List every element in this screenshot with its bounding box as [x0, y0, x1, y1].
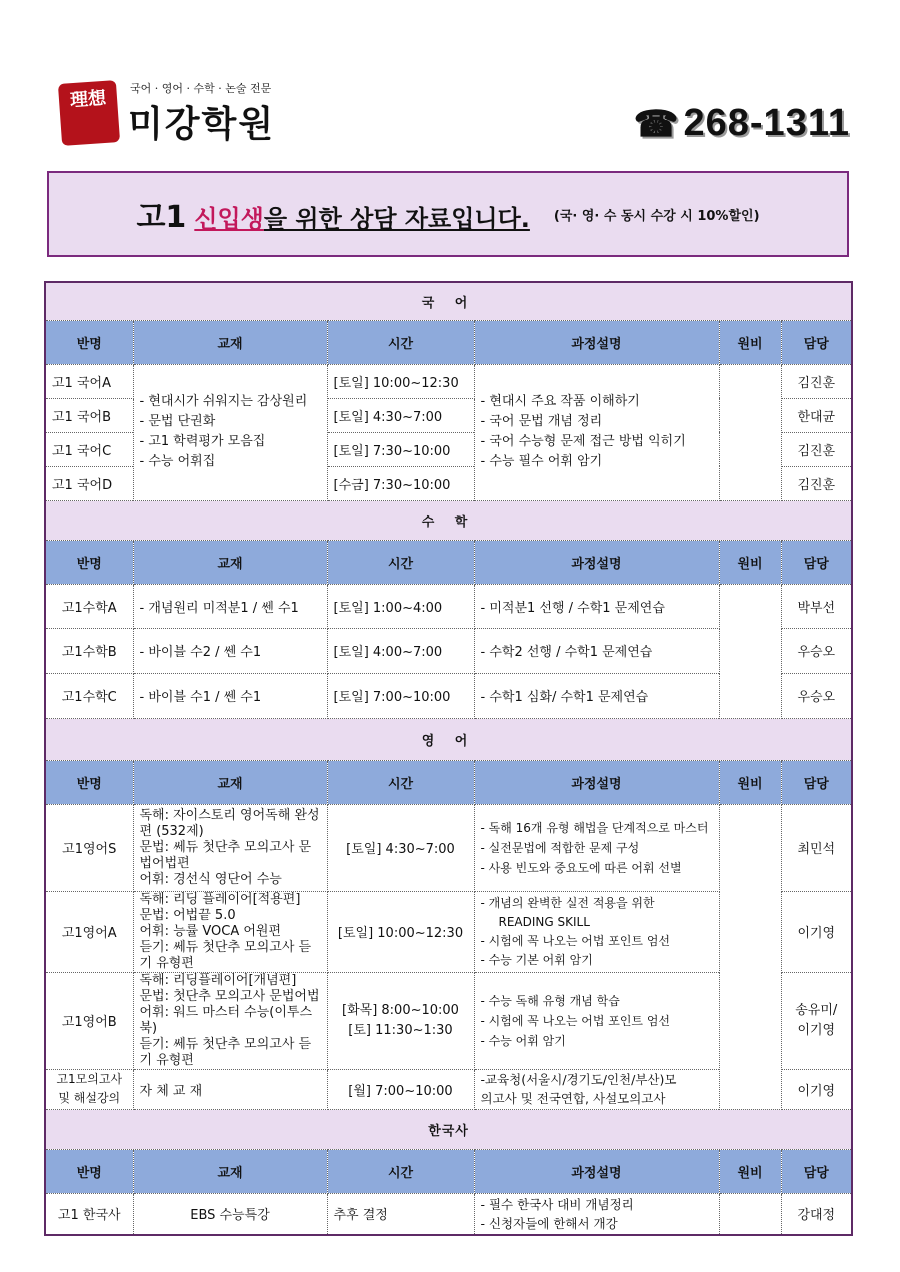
list-item: 독해: 리딩 플레이어[적용편] [139, 891, 301, 907]
table-row [45, 1193, 852, 1235]
col-desc: 과정설명 [474, 1149, 719, 1193]
course-desc [474, 804, 719, 891]
section-title: 국 어 [45, 282, 852, 320]
teacher: 우승오 [781, 673, 852, 718]
col-time: 시간 [327, 760, 474, 804]
teacher: 강대정 [781, 1193, 852, 1235]
col-time: 시간 [327, 320, 474, 364]
list-item: 어휘: 워드 마스터 수능(이투스북) [139, 1004, 313, 1036]
course-desc: - 수학1 심화/ 수학1 문제연습 [474, 673, 719, 718]
list-item: 어휘: 능률 VOCA 어원편 [139, 923, 282, 939]
list-item: -교육청(서울시/경기도/인천/부산)모 [480, 1072, 677, 1087]
phone-icon: ☎ [633, 102, 680, 144]
book: EBS 수능특강 [133, 1193, 327, 1235]
list-item: - 시험에 꼭 나오는 어법 포인트 엄선 [480, 933, 671, 948]
class-name [45, 1069, 133, 1109]
table-row [45, 364, 852, 398]
course-desc [474, 891, 719, 972]
class-name: 고1영어S [45, 804, 133, 891]
list-item: 어휘: 경선식 영단어 수능 [139, 871, 282, 887]
class-time: [토일] 1:00~4:00 [327, 584, 474, 628]
section-title: 한국사 [45, 1109, 852, 1149]
class-time [327, 972, 474, 1069]
class-name: 고1 국어C [45, 432, 133, 466]
col-fee: 원비 [719, 540, 781, 584]
section-title: 영 어 [45, 718, 852, 760]
name-line: 고1모의고사 [56, 1072, 123, 1086]
col-book: 교재 [133, 540, 327, 584]
time-line: [토] 11:30~1:30 [348, 1022, 453, 1038]
header-row [45, 1149, 852, 1193]
list-item: 문법: 어법끝 5.0 [139, 907, 236, 923]
list-item: - 시험에 꼭 나오는 어법 포인트 엄선 [480, 1013, 671, 1028]
list-item: 듣기: 쎄듀 첫단추 모의고사 듣기 유형편 [139, 939, 312, 971]
list-item: 의고사 및 전국연합, 사설모의고사 [480, 1091, 666, 1106]
discount-note: (국· 영· 수 동시 수강 시 10%할인) [553, 208, 760, 224]
seal-icon: 理想 [58, 80, 120, 146]
class-time: [토일] 7:30~10:00 [327, 432, 474, 466]
list-item: - 국어 문법 개념 정리 [480, 414, 603, 429]
book-list [133, 972, 327, 1069]
class-time: [토일] 7:00~10:00 [327, 673, 474, 718]
teacher: 박부선 [781, 584, 852, 628]
list-item: - 사용 빈도와 중요도에 따른 어휘 선별 [480, 860, 682, 875]
course-desc: - 미적분1 선행 / 수학1 문제연습 [474, 584, 719, 628]
list-item: 문법: 쎄듀 첫단추 모의고사 문법어법편 [139, 839, 312, 871]
course-desc [474, 972, 719, 1069]
section-korean [45, 282, 852, 320]
table-row [45, 804, 852, 891]
list-item: - 필수 한국사 대비 개념정리 [480, 1196, 634, 1212]
col-teacher: 담당 [781, 1149, 852, 1193]
list-item: - 현대시가 쉬워지는 감상원리 [139, 394, 308, 409]
teacher: 한대균 [781, 398, 852, 432]
class-time: [토일] 4:30~7:00 [327, 804, 474, 891]
fee-cell [719, 584, 781, 718]
teacher: 최민석 [781, 804, 852, 891]
col-fee: 원비 [719, 1149, 781, 1193]
teacher: 김진훈 [781, 432, 852, 466]
col-book: 교재 [133, 760, 327, 804]
col-class: 반명 [45, 320, 133, 364]
time-line: [화목] 8:00~10:00 [342, 1002, 459, 1018]
teacher: 이기영 [781, 891, 852, 972]
list-item: 문법: 첫단추 모의고사 문법어법 [139, 988, 320, 1004]
table-row [45, 584, 852, 628]
teacher: 우승오 [781, 628, 852, 673]
phone-text: 268-1311 [683, 102, 850, 144]
section-title: 수 학 [45, 500, 852, 540]
list-item: 독해: 리딩플레이어[개념편] [139, 972, 297, 988]
list-item: - 현대시 주요 작품 이해하기 [480, 394, 640, 409]
list-item: - 수능 어휘집 [139, 454, 216, 469]
class-time: [토일] 4:00~7:00 [327, 628, 474, 673]
section-english [45, 718, 852, 760]
class-name: 고1수학C [45, 673, 133, 718]
col-desc: 과정설명 [474, 760, 719, 804]
schedule-table [44, 281, 853, 1236]
list-item: - 고1 학력평가 모음집 [139, 434, 266, 449]
class-name: 고1 국어D [45, 466, 133, 500]
list-item: - 독해 16개 유형 해법을 단계적으로 마스터 [480, 820, 709, 835]
fee-cell [719, 804, 781, 1109]
course-desc: - 수학2 선행 / 수학1 문제연습 [474, 628, 719, 673]
list-item: - 개념의 완벽한 실전 적용을 위한 [480, 895, 655, 910]
section-math [45, 500, 852, 540]
academy-logo [60, 78, 300, 153]
course-desc [474, 364, 719, 500]
phone-number [634, 102, 850, 145]
academy-name: 미강학원 [128, 103, 276, 145]
class-time: [토일] 4:30~7:00 [327, 398, 474, 432]
section-history [45, 1109, 852, 1149]
col-teacher: 담당 [781, 540, 852, 584]
course-desc [474, 1069, 719, 1109]
class-time: [토일] 10:00~12:30 [327, 891, 474, 972]
list-item: - 국어 수능형 문제 접근 방법 익히기 [480, 434, 686, 449]
col-class: 반명 [45, 760, 133, 804]
col-fee: 원비 [719, 760, 781, 804]
class-time: 추후 결정 [327, 1193, 474, 1235]
header-row [45, 760, 852, 804]
col-class: 반명 [45, 540, 133, 584]
class-name: 고1수학B [45, 628, 133, 673]
class-name: 고1수학A [45, 584, 133, 628]
list-item: - 수능 필수 어휘 암기 [480, 454, 603, 469]
list-item: - 실전문법에 적합한 문제 구성 [480, 840, 640, 855]
class-time: [토일] 10:00~12:30 [327, 364, 474, 398]
book-list [133, 364, 327, 500]
class-name: 고1 국어B [45, 398, 133, 432]
title-highlight: 신입생 [194, 205, 264, 233]
title-grade: 고1 [136, 200, 187, 235]
list-item: 독해: 자이스토리 영어독해 완성편 (532제) [139, 807, 320, 839]
list-item: - 수능 독해 유형 개념 학습 [480, 993, 620, 1008]
name-line: 및 해설강의 [58, 1091, 121, 1105]
book: - 개념원리 미적분1 / 쎈 수1 [133, 584, 327, 628]
list-item: - 수능 어휘 암기 [480, 1033, 566, 1048]
list-item: - 신청자들에 한해서 개강 [480, 1215, 618, 1231]
class-name: 고1영어B [45, 972, 133, 1069]
header-row [45, 320, 852, 364]
tagline: 국어 · 영어 · 수학 · 논술 전문 [130, 82, 272, 95]
teacher-line: 송유미/ [795, 1002, 838, 1018]
col-teacher: 담당 [781, 320, 852, 364]
col-teacher: 담당 [781, 760, 852, 804]
fee-cell [719, 364, 781, 500]
teacher: 이기영 [781, 1069, 852, 1109]
teacher: 김진훈 [781, 466, 852, 500]
book: 자 체 교 재 [133, 1069, 327, 1109]
book: - 바이블 수2 / 쎈 수1 [133, 628, 327, 673]
col-book: 교재 [133, 320, 327, 364]
course-desc [474, 1193, 719, 1235]
class-name: 고1 국어A [45, 364, 133, 398]
col-desc: 과정설명 [474, 540, 719, 584]
book: - 바이블 수1 / 쎈 수1 [133, 673, 327, 718]
teacher [781, 972, 852, 1069]
list-item: - 수능 기본 어휘 암기 [480, 952, 593, 967]
list-item: - 문법 단권화 [139, 414, 216, 429]
class-name: 고1영어A [45, 891, 133, 972]
class-name: 고1 한국사 [45, 1193, 133, 1235]
teacher-line: 이기영 [797, 1022, 836, 1038]
col-fee: 원비 [719, 320, 781, 364]
page-title [136, 192, 529, 236]
col-time: 시간 [327, 540, 474, 584]
col-time: 시간 [327, 1149, 474, 1193]
class-time: [수금] 7:30~10:00 [327, 466, 474, 500]
teacher: 김진훈 [781, 364, 852, 398]
title-banner [47, 171, 849, 257]
class-time: [월] 7:00~10:00 [327, 1069, 474, 1109]
col-class: 반명 [45, 1149, 133, 1193]
list-item: READING SKILL [498, 914, 590, 929]
book-list [133, 891, 327, 972]
fee-cell [719, 1193, 781, 1235]
col-book: 교재 [133, 1149, 327, 1193]
col-desc: 과정설명 [474, 320, 719, 364]
header-row [45, 540, 852, 584]
list-item: 듣기: 쎄듀 첫단추 모의고사 듣기 유형편 [139, 1036, 312, 1068]
title-rest: 을 위한 상담 자료입니다. [263, 205, 530, 233]
book-list [133, 804, 327, 891]
